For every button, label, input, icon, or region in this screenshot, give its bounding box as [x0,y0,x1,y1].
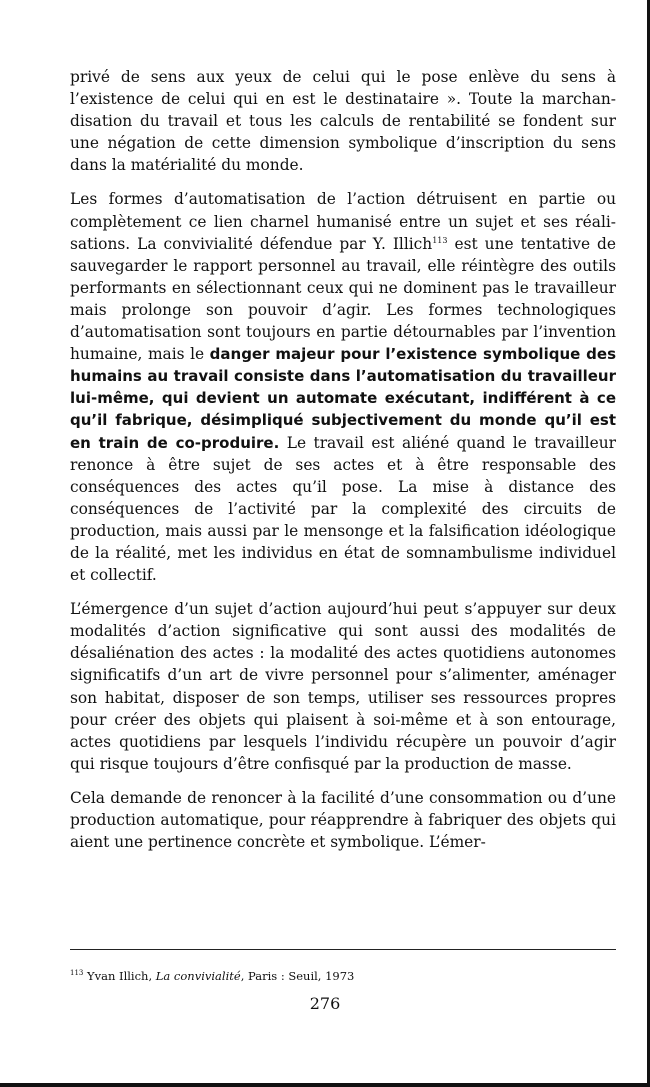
paragraph-1-text: privé de sens aux yeux de celui qui le pose enlève du sens à l’existence de celui qui en est le destinataire ». Toute la marchandisation du travail et tous les calculs de rentabilité se fondent sur une négation de cette dimension symbolique d’inscription du sens dans la matérialité du monde. [70,68,616,175]
page-number: 276 [309,994,341,1013]
paragraph-2-text-a: Les formes d’automatisation de l’action détruisent en partie ou complètement ce lien charnel humanisé entre un sujet et ses réalisations. La convivialité défendue par Y. Illich [70,190,616,253]
footnote-title: La convivialité [155,969,241,983]
scan-edge-bottom [0,1083,650,1087]
paragraph-3-text: L’émergence d’un sujet d’action aujourd’hui peut s’appuyer sur deux modalités d’action significative qui sont aussi des modalités de désaliénation des actes : la modalité des actes quotidiens autonomes significatifs d’un art de vivre personnel pour s’alimenter, aménager son habitat, disposer de son temps, utiliser ses ressources propres pour créer des objets qui plaisent à soi-même et à son entourage, actes quotidiens par lesquels l’individu récupère un pouvoir d’agir qui risque toujours d’être confisqué par la production de masse. [70,600,616,773]
paragraph-3 [70,598,616,775]
footnote [70,969,354,984]
paragraph-2-text-b: est une tentative de sauvegarder le rapport personnel au travail, elle réintègre des outils performants en sélectionnant ceux qui ne dominent pas le travailleur mais prolonge son pouvoir d’agir. Les formes technologiques d’automatisation sont toujours en partie détournables par l’invention humaine, mais le [70,234,616,364]
footnote-reference: 113 [432,235,448,245]
footnote-divider [70,949,616,950]
paragraph-4-text: Cela demande de renoncer à la facilité d’une consommation ou d’une production automatique, pour réapprendre à fabriquer des objets qui aient une pertinence concrète et symbolique. L’émer- [70,788,616,852]
paragraph-2-bold-emphasis: danger majeur pour l’existence symbolique des humains au travail consiste dans l’automatisation du travailleur lui-même, qui devient un automate exécutant, indifférent à ce qu’il fabrique, désimpliqué subjectivement du monde qu’il est en train de co-produire. [70,345,617,452]
paragraph-4 [70,787,616,853]
footnote-publisher: , Paris : Seuil, 1973 [240,969,355,983]
body-text [70,66,616,853]
paragraph-1 [70,66,616,176]
footnote-number: 113 [70,969,84,978]
paragraph-2-text-c: Le travail est aliéné quand le travailleur renonce à être sujet de ses actes et à être responsable des conséquences des actes qu’il pose. La mise à distance des conséquences de l’activité par la complexité des circuits de production, mais aussi par le mensonge et la falsification idéologique de la réalité, met les individus en état de somnambulisme individuel et collectif. [70,433,616,585]
paragraph-2 [70,188,616,586]
footnote-author: Yvan Illich, [83,969,156,983]
